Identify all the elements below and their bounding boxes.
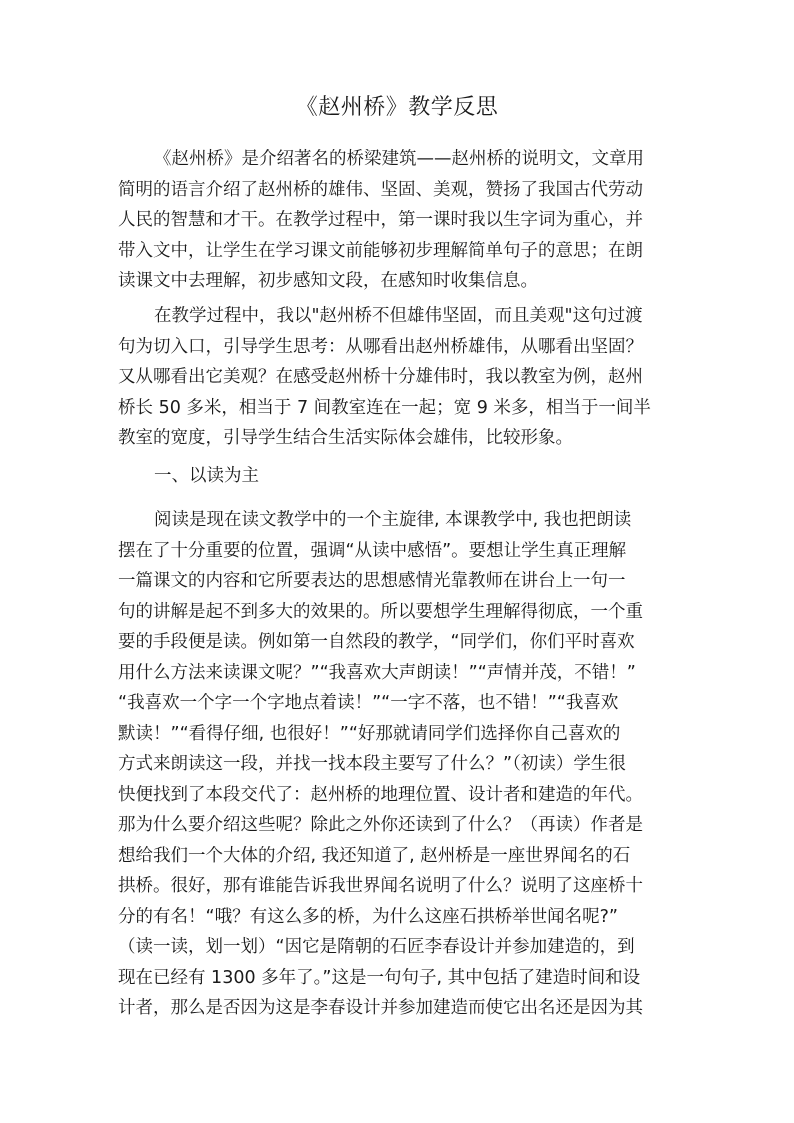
text-line: 一篇课文的内容和它所要表达的思想感情光靠教师在讲台上一句一 <box>118 571 626 591</box>
text-line: 快便找到了本段交代了：赵州桥的地理位置、设计者和建造的年代。 <box>118 784 643 805</box>
text-line: 用什么方法来读课文呢？”“我喜欢大声朗读！”“声情并茂，不错！” <box>118 662 636 683</box>
text-line: 方式来朗读这一段，并找一找本段主要写了什么？”（初读）学生很 <box>118 754 626 774</box>
text-line: 计者，那么是否因为这是李春设计并参加建造而使它出名还是因为其 <box>118 998 643 1018</box>
text-line: 《赵州桥》是介绍著名的桥梁建筑——赵州桥的说明文，文章用 <box>154 149 644 169</box>
text-line: 分的有名！“哦？有这么多的桥，为什么这座石拱桥举世闻名呢?” <box>118 906 618 927</box>
text-line: 默读！”“看得仔细, 也很好！”“好那就请同学们选择你自己喜欢的 <box>118 723 621 744</box>
text-line: 简明的语言介绍了赵州桥的雄伟、坚固、美观，赞扬了我国古代劳动 <box>118 179 643 200</box>
text-line: 句的讲解是起不到多大的效果的。所以要想学生理解得彻底，一个重 <box>118 601 643 622</box>
paragraph-intro <box>118 144 678 297</box>
text-line: （读一读，划一划）“因它是隋朝的石匠李春设计并参加建造的，到 <box>118 937 635 957</box>
text-line: 又从哪看出它美观？在感受赵州桥十分雄伟时，我以教室为例，赵州 <box>118 367 643 387</box>
text-line: 想给我们一个大体的介绍, 我还知道了, 赵州桥是一座世界闻名的石 <box>118 845 631 866</box>
text-line: 句为切入口，引导学生思考：从哪看出赵州桥雄伟，从哪看出坚固？ <box>118 336 643 357</box>
text-line: 摆在了十分重要的位置，强调“从读中感悟”。要想让学生真正理解 <box>118 540 627 561</box>
text-line: 要的手段便是读。例如第一自然段的教学，“同学们，你们平时喜欢 <box>118 632 635 652</box>
text-line: 人民的智慧和才干。在教学过程中，第一课时我以生字词为重心，并 <box>118 210 643 230</box>
text-line: 在教学过程中，我以"赵州桥不但雄伟坚固，而且美观"这句过渡 <box>154 306 643 326</box>
paragraph-reading <box>118 505 678 1024</box>
text-line: 现在已经有 1300 多年了。”这是一句句子, 其中包括了建造时间和设 <box>118 967 641 988</box>
text-line: 那为什么要介绍这些呢？除此之外你还读到了什么？（再读）作者是 <box>118 815 643 835</box>
text-line: 读课文中去理解，初步感知文段，在感知时收集信息。 <box>118 271 538 291</box>
section-heading: 一、以读为主 <box>154 466 259 486</box>
text-line: 阅读是现在读文教学中的一个主旋律, 本课教学中, 我也把朗读 <box>154 510 632 530</box>
paragraph-transition <box>118 301 678 454</box>
text-line: 拱桥。很好，那有谁能告诉我世界闻名说明了什么？说明了这座桥十 <box>118 876 643 896</box>
text-line: 带入文中，让学生在学习课文前能够初步理解简单句子的意思；在朗 <box>118 240 643 261</box>
page-title: 《赵州桥》教学反思 <box>295 95 499 120</box>
text-line: 桥长 50 多米，相当于 7 间教室连在一起；宽 9 米多，相当于一间半 <box>118 397 651 418</box>
text-line: 教室的宽度，引导学生结合生活实际体会雄伟，比较形象。 <box>118 428 573 448</box>
text-line: “我喜欢一个字一个字地点着读！”“一字不落，也不错！”“我喜欢 <box>118 693 619 713</box>
